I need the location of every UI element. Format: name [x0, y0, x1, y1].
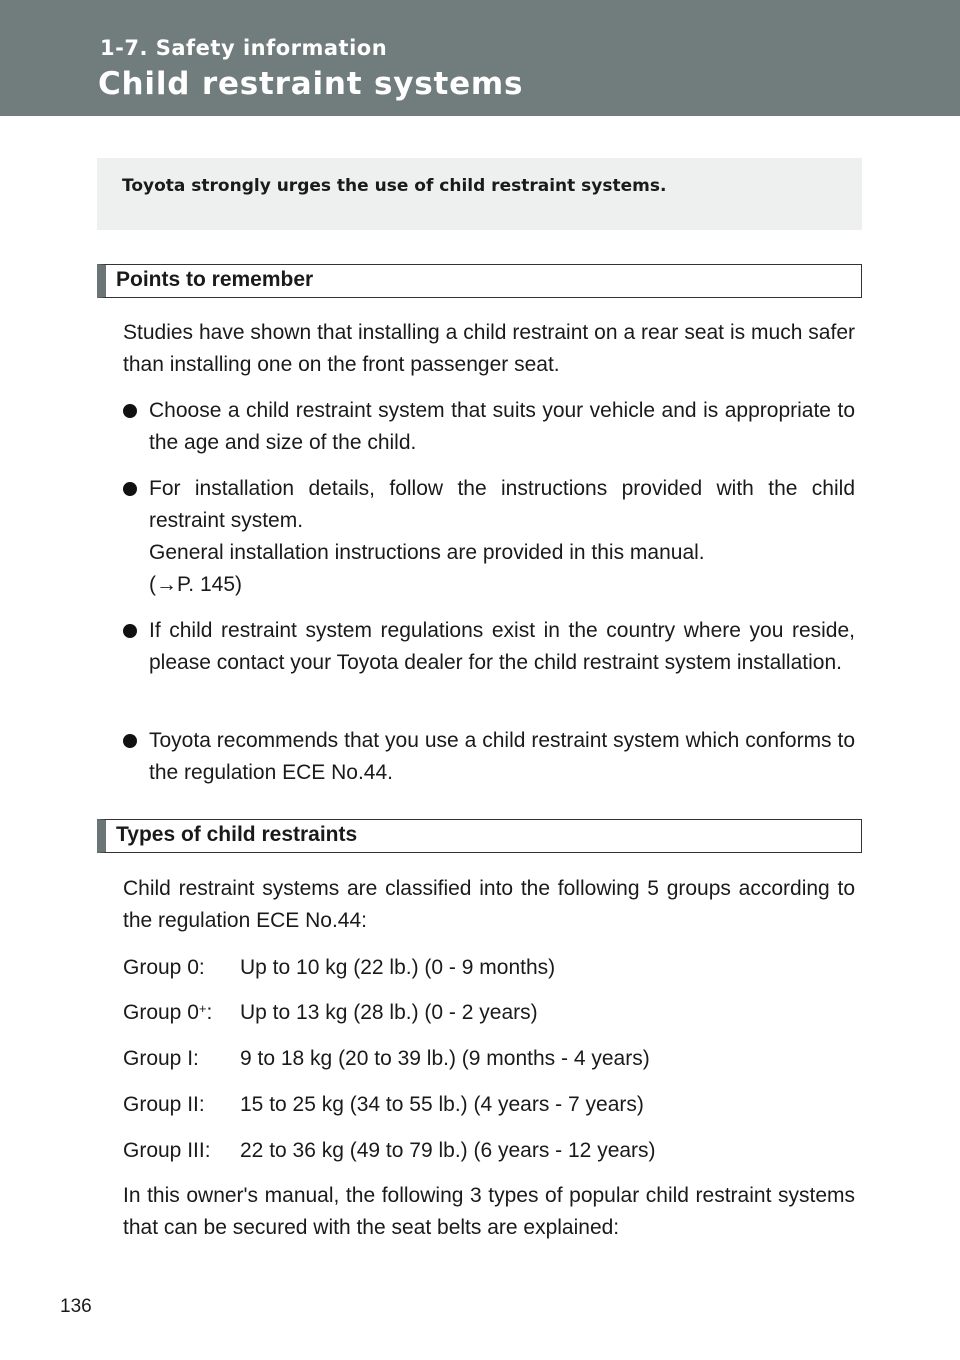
page-header: [0, 0, 960, 116]
group-label: Group III:: [123, 1139, 211, 1162]
bullet-item: [123, 473, 855, 601]
bullet-text: For installation details, follow the instructions provided with the child restraint system.: [149, 477, 855, 532]
bullet-dot-icon: [123, 404, 137, 418]
points-heading-text: Points to remember: [116, 268, 314, 291]
intro-box: [97, 158, 862, 230]
page-title: Child restraint systems: [98, 66, 524, 102]
bullet-extra-text: General installation instructions are provided in this manual.: [149, 541, 705, 564]
section-label: 1-7. Safety information: [100, 36, 388, 60]
group-value: 15 to 25 kg (34 to 55 lb.) (4 years - 7 years): [240, 1093, 644, 1116]
types-intro: Child restraint systems are classified into the following 5 groups according to the regulation ECE No.44:: [123, 877, 855, 932]
bullet-text: If child restraint system regulations exist in the country where you reside, please contact your Toyota dealer for the child restraint system installation.: [149, 619, 855, 674]
group-label: Group 0+:: [123, 1001, 213, 1024]
bullet-dot-icon: [123, 624, 137, 638]
types-heading-text: Types of child restraints: [116, 823, 358, 846]
points-heading: [97, 264, 862, 298]
page-number: 136: [60, 1296, 92, 1317]
types-heading: [97, 819, 862, 853]
intro-text: Toyota strongly urges the use of child restraint systems.: [122, 176, 667, 196]
group-superscript: +: [198, 1001, 207, 1016]
bullet-dot-icon: [123, 482, 137, 496]
bullet-item: [123, 615, 855, 679]
bullet-item: [123, 725, 855, 789]
group-label: Group II:: [123, 1093, 205, 1116]
types-closing: In this owner's manual, the following 3 types of popular child restraint systems that can be secured with the seat belts are explained:: [123, 1184, 855, 1239]
group-value: 9 to 18 kg (20 to 39 lb.) (9 months - 4 years): [240, 1047, 650, 1070]
bullet-dot-icon: [123, 734, 137, 748]
bullet-item: [123, 395, 855, 459]
bullet-text: Toyota recommends that you use a child restraint system which conforms to the regulation ECE No.44.: [149, 729, 855, 784]
group-label: Group 0:: [123, 956, 205, 979]
group-value: 22 to 36 kg (49 to 79 lb.) (6 years - 12 years): [240, 1139, 656, 1162]
points-paragraph: Studies have shown that installing a child restraint on a rear seat is much safer than installing one on the front passenger seat.: [123, 321, 855, 376]
group-value: Up to 13 kg (28 lb.) (0 - 2 years): [240, 1001, 538, 1024]
group-label: Group I:: [123, 1047, 199, 1070]
group-value: Up to 10 kg (22 lb.) (0 - 9 months): [240, 956, 556, 979]
bullet-text: Choose a child restraint system that suits your vehicle and is appropriate to the age and size of the child.: [149, 399, 855, 454]
page-reference-link[interactable]: (→P. 145): [149, 573, 242, 596]
